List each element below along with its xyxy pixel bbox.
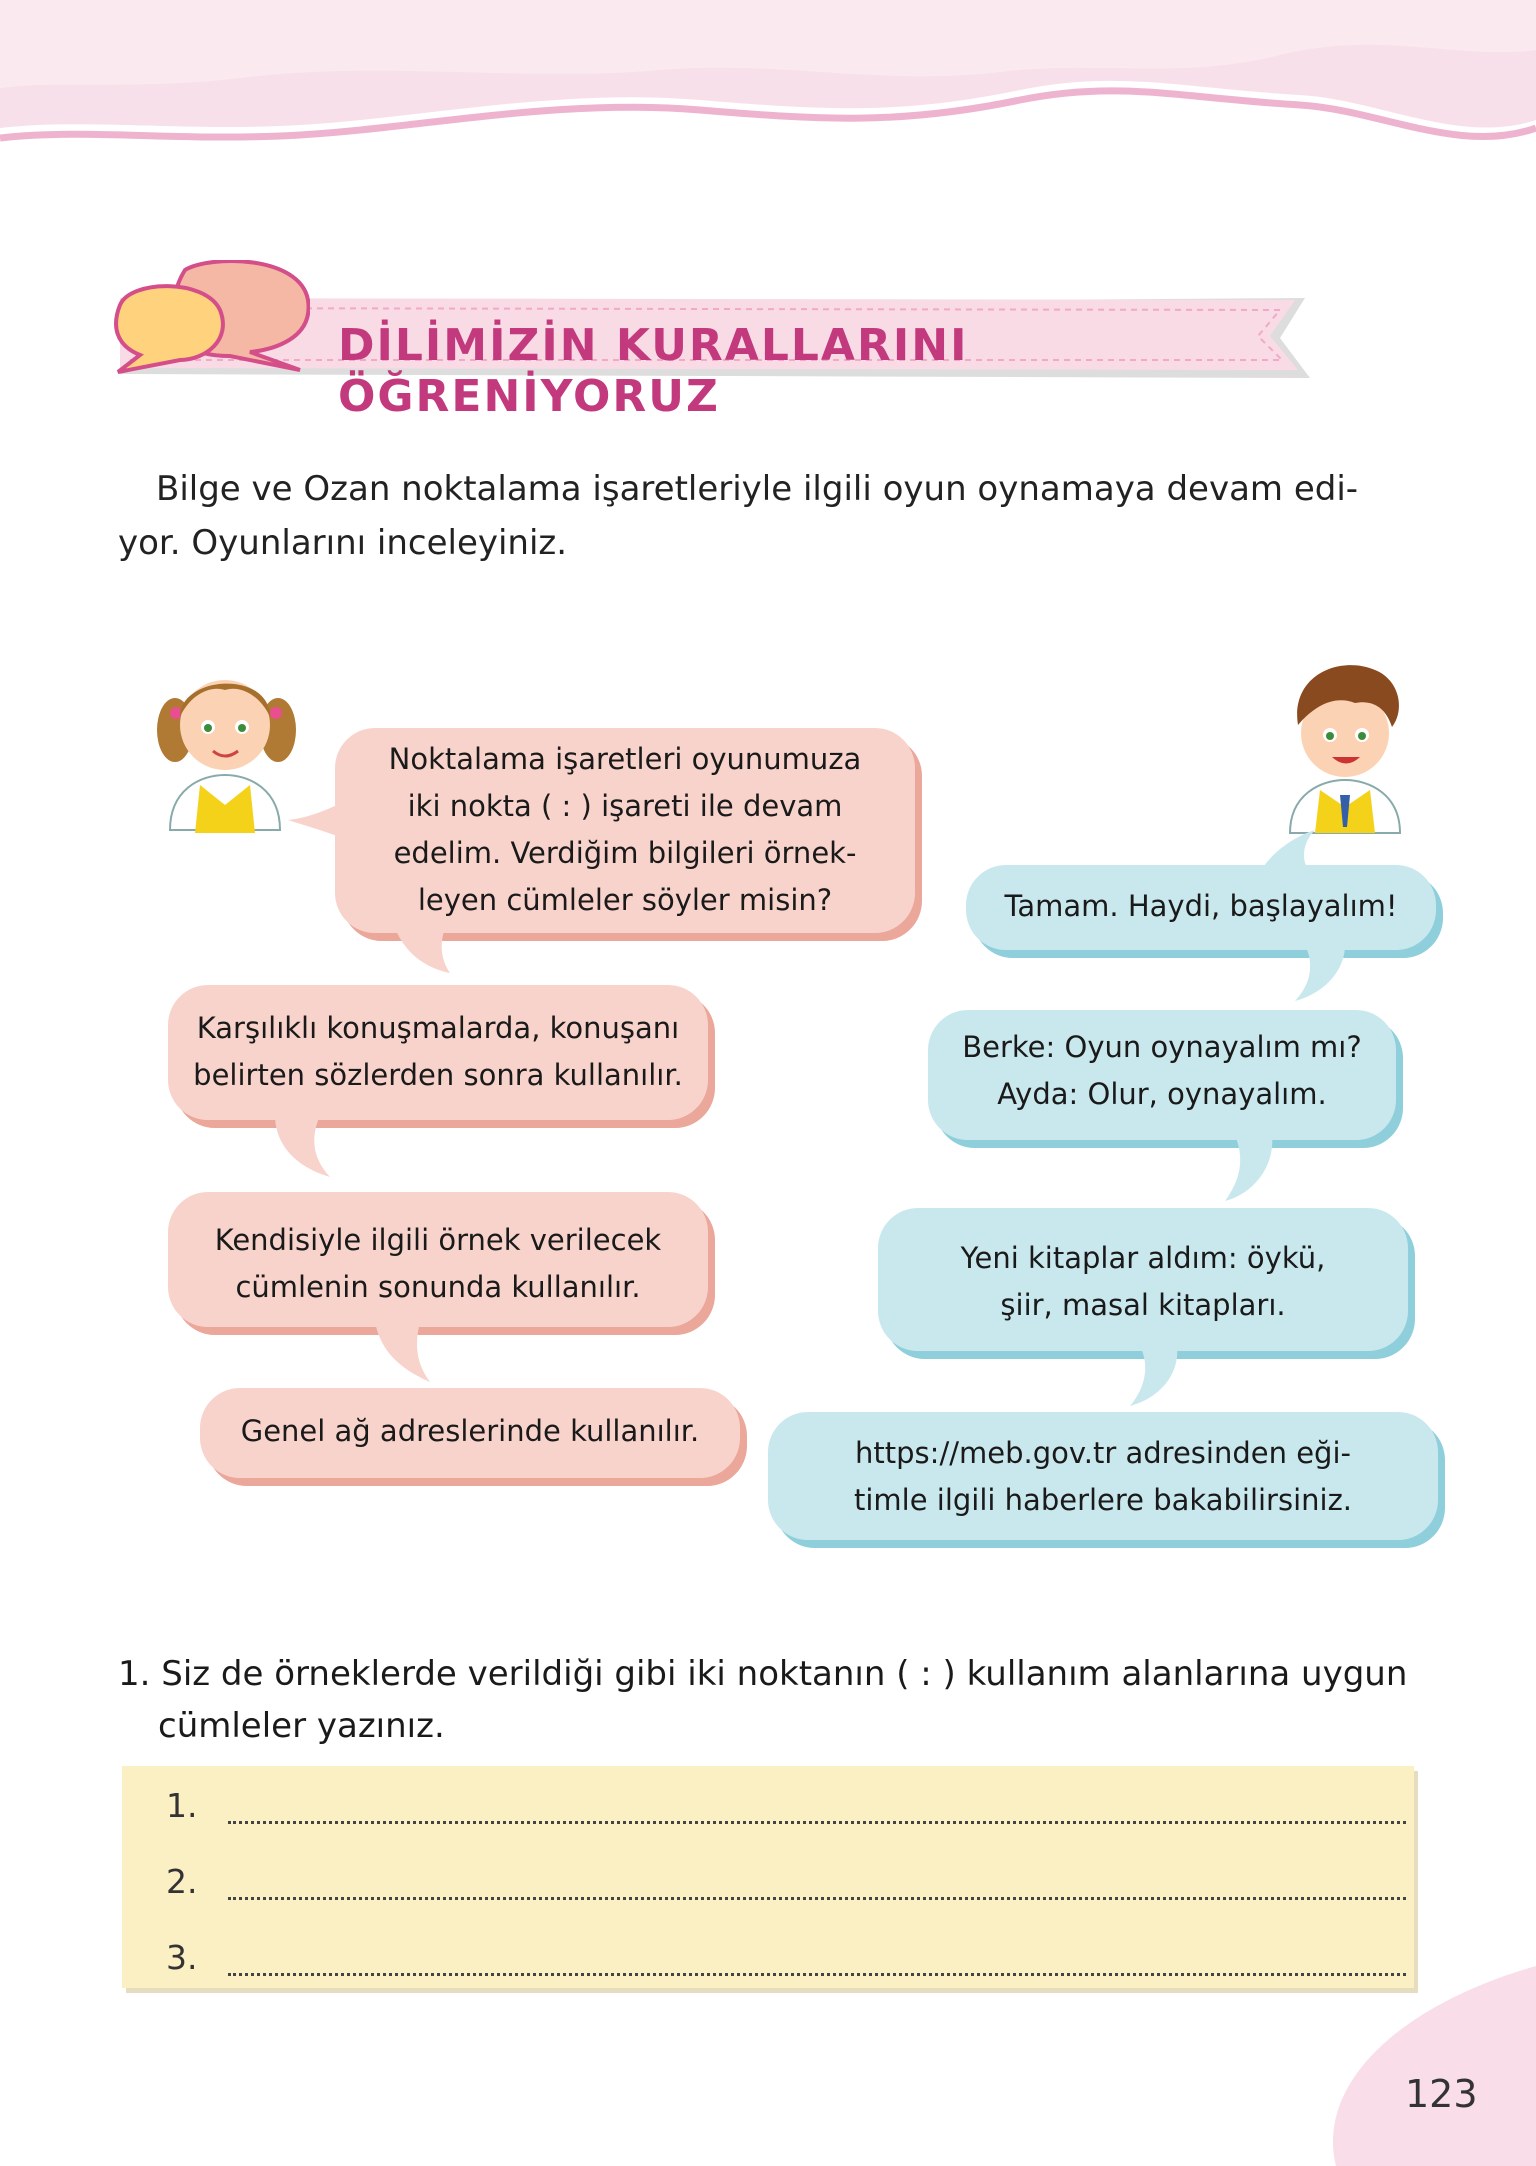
bubble-line: Tamam. Haydi, başlayalım! <box>1004 889 1398 923</box>
question-line: 1. Siz de örneklerde verildiği gibi iki noktanın ( : ) kullanım alanlarına uygun <box>118 1654 1408 1694</box>
speech-bubble-bilge <box>168 985 708 1120</box>
bubble-line: leyen cümleler söyler misin? <box>417 883 833 917</box>
exercise-question <box>118 1648 1438 1752</box>
answer-number: 2. <box>166 1862 198 1901</box>
speech-bubble-ozan <box>878 1208 1408 1351</box>
speech-bubble-ozan <box>768 1412 1438 1540</box>
speech-bubble-bilge <box>335 728 915 933</box>
answer-number: 1. <box>166 1786 198 1825</box>
bubble-line: şiir, masal kitapları. <box>1000 1288 1286 1322</box>
answer-dotted-line[interactable] <box>228 1896 1406 1900</box>
bubble-line: Berke: Oyun oynayalım mı? <box>962 1030 1362 1064</box>
bubble-line: Karşılıklı konuşmalarda, konuşanı <box>196 1011 680 1045</box>
bubble-line: Genel ağ adreslerinde kullanılır. <box>240 1414 700 1448</box>
bubble-tail <box>1220 1135 1275 1203</box>
top-wave-decoration <box>0 0 1536 150</box>
speech-bubble-bilge <box>200 1388 740 1478</box>
speech-bubble-bilge <box>168 1192 708 1327</box>
girl-character-illustration <box>150 655 300 835</box>
answer-dotted-line[interactable] <box>228 1820 1406 1824</box>
speech-bubble-ozan <box>928 1010 1396 1140</box>
bubble-tail <box>395 928 465 976</box>
speech-bubbles-icon <box>110 260 310 380</box>
speech-bubble-ozan <box>966 865 1436 950</box>
bubble-line: Ayda: Olur, oynayalım. <box>997 1077 1327 1111</box>
bubble-line: https://meb.gov.tr adresinden eği- <box>855 1436 1351 1470</box>
answer-number: 3. <box>166 1938 198 1977</box>
question-line: cümleler yazınız. <box>158 1706 445 1746</box>
bubble-line: Yeni kitaplar aldım: öykü, <box>960 1241 1326 1275</box>
section-header <box>110 260 1310 422</box>
boy-character-illustration <box>1280 655 1410 835</box>
answer-dotted-line[interactable] <box>228 1972 1406 1976</box>
bubble-tail <box>1125 1346 1180 1408</box>
bubble-line: cümlenin sonunda kullanılır. <box>235 1270 641 1304</box>
bubble-tail <box>270 1115 340 1180</box>
bubble-line: belirten sözlerden sonra kullanılır. <box>193 1058 683 1092</box>
bubble-line: timle ilgili haberlere bakabilirsiniz. <box>853 1483 1353 1517</box>
answer-line[interactable] <box>166 1862 1406 1922</box>
intro-line: Bilge ve Ozan noktalama işaretleriyle ilgili oyun oynamaya devam edi- <box>156 469 1359 509</box>
bubble-tail <box>370 1322 440 1384</box>
bubble-tail <box>1295 945 1350 1003</box>
answer-line[interactable] <box>166 1786 1406 1846</box>
page-number: 123 <box>1405 2072 1478 2116</box>
bubble-line: Noktalama işaretleri oyunumuza <box>388 742 862 776</box>
bubble-line: Kendisiyle ilgili örnek verilecek <box>214 1223 662 1257</box>
corner-decoration <box>1276 1966 1536 2166</box>
answer-line[interactable] <box>166 1938 1406 1998</box>
intro-paragraph <box>118 462 1428 570</box>
bubble-line: edelim. Verdiğim bilgileri örnek- <box>393 836 857 870</box>
section-title: DİLİMİZİN KURALLARINI ÖĞRENİYORUZ <box>338 320 969 422</box>
bubble-line: iki nokta ( : ) işareti ile devam <box>407 789 843 823</box>
answer-box <box>122 1766 1414 1988</box>
intro-line: yor. Oyunlarını inceleyiniz. <box>118 523 568 563</box>
